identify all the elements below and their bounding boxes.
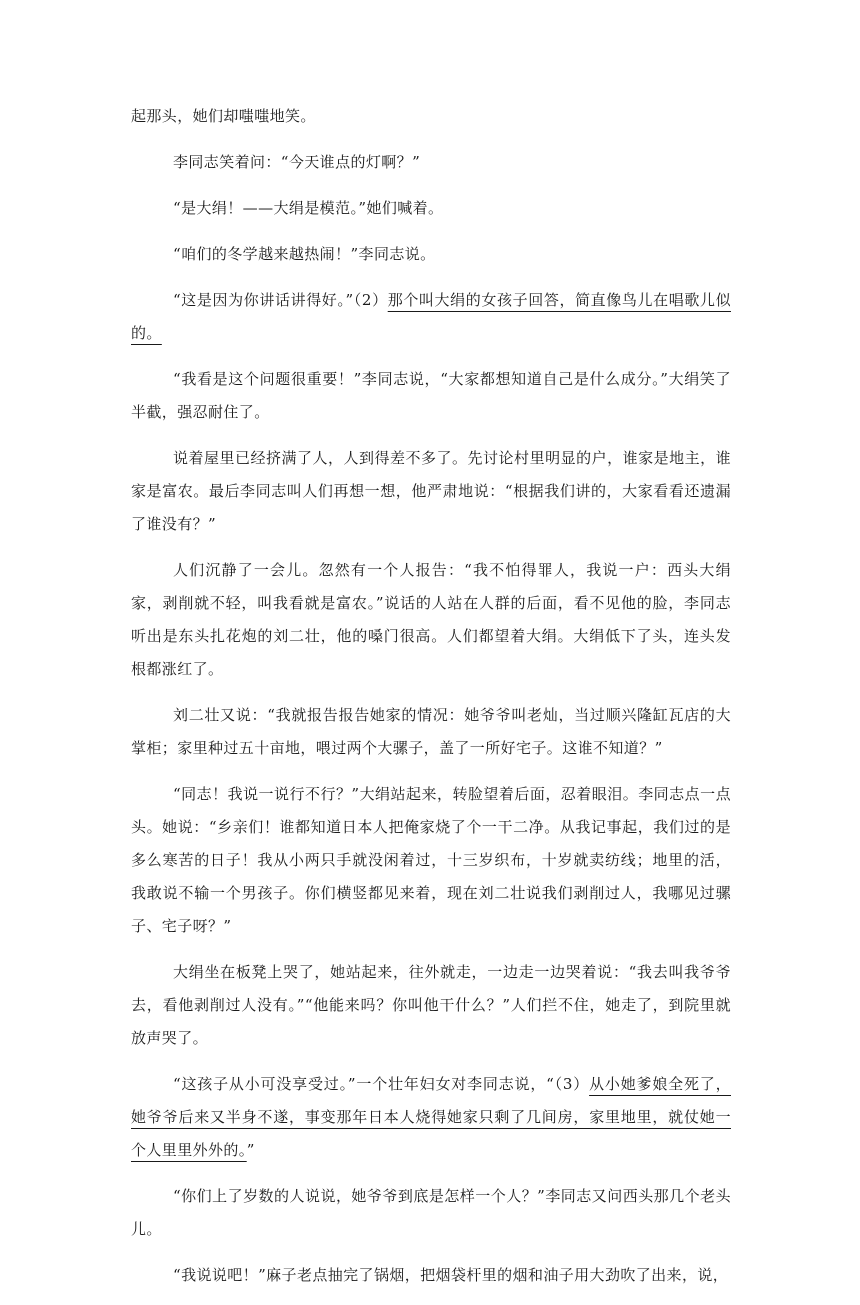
- paragraph-text: 说着屋里已经挤满了人，人到得差不多了。先讨论村里明显的户，谁家是地主，谁家是富农。最后李同志叫人们再想一想，他严肃地说：“根据我们讲的，大家看看还遗漏了谁没有？”: [131, 449, 731, 533]
- paragraph: [131, 146, 731, 179]
- underlined-text: 从小她爹娘全死了，她爷爷后来又半身不遂，事变那年日本人烧得她家只剩了几间房，家里地里，就仗她一个人里里外外的。: [131, 1075, 731, 1159]
- paragraph: [131, 1068, 731, 1167]
- paragraph: [131, 554, 731, 686]
- paragraph: [131, 1259, 731, 1292]
- paragraph-text: 大绢坐在板凳上哭了，她站起来，往外就走，一边走一边哭着说：“我去叫我爷爷去，看他剥削过人没有。”“他能来吗？你叫他干什么？”人们拦不住，她走了，到院里就放声哭了。: [131, 963, 731, 1047]
- paragraph: [131, 778, 731, 943]
- paragraph-text: 李同志笑着问：“今天谁点的灯啊？”: [173, 153, 421, 171]
- paragraph-text: “这是因为你讲话讲得好。”（2）: [173, 291, 388, 309]
- paragraph-text: “这孩子从小可没享受过。”一个壮年妇女对李同志说，“（3）: [173, 1075, 590, 1093]
- paragraph: [131, 100, 731, 133]
- paragraph: [131, 363, 731, 429]
- paragraph-text: “你们上了岁数的人说说，她爷爷到底是怎样一个人？”李同志又问西头那几个老头儿。: [131, 1187, 731, 1238]
- paragraph: [131, 1180, 731, 1246]
- paragraph: [131, 699, 731, 765]
- paragraph-text: 起那头，她们却嗤嗤地笑。: [131, 107, 316, 125]
- paragraph-text: “是大绢！——大绢是模范。”她们喊着。: [173, 199, 444, 217]
- paragraph: [131, 192, 731, 225]
- paragraph-text: 刘二壮又说：“我就报告报告她家的情况：她爷爷叫老灿，当过顺兴隆缸瓦店的大掌柜；家里种过五十亩地，喂过两个大骡子，盖了一所好宅子。这谁不知道？”: [131, 706, 731, 757]
- paragraph-text: 人们沉静了一会儿。忽然有一个人报告：“我不怕得罪人，我说一户：西头大绢家，剥削就不轻，叫我看就是富农。”说话的人站在人群的后面，看不见他的脸，李同志听出是东头扎花炮的刘二壮，他的嗓门很高。人们都望着大绢。大绢低下了头，连头发根都涨红了。: [131, 561, 731, 678]
- paragraph-text: “同志！我说一说行不行？”大绢站起来，转脸望着后面，忍着眼泪。李同志点一点头。她说：“乡亲们！谁都知道日本人把俺家烧了个一干二净。从我记事起，我们过的是多么寒苦的日子！我从小两只手就没闲着过，十三岁织布，十岁就卖纺线；地里的活，我敢说不输一个男孩子。你们横竖都见来着，现在刘二壮说我们剥削过人，我哪见过骡子、宅子呀？”: [131, 785, 731, 935]
- paragraph: [131, 284, 731, 350]
- paragraph: [131, 956, 731, 1055]
- paragraph: [131, 238, 731, 271]
- document-page: [131, 100, 731, 1305]
- paragraph-text: “咱们的冬学越来越热闹！”李同志说。: [173, 245, 436, 263]
- paragraph: [131, 442, 731, 541]
- paragraph-text: ”: [246, 1141, 255, 1159]
- paragraph-text: “我说说吧！”麻子老点抽完了锅烟，把烟袋杆里的烟和油子用大劲吹了出来，说，: [173, 1266, 729, 1284]
- underlined-text: 那个叫大绢的女孩子回答，简直像鸟儿在唱歌儿似的。: [131, 291, 731, 342]
- paragraph-text: “我看是这个问题很重要！”李同志说，“大家都想知道自己是什么成分。”大绢笑了半截，强忍耐住了。: [131, 370, 731, 421]
